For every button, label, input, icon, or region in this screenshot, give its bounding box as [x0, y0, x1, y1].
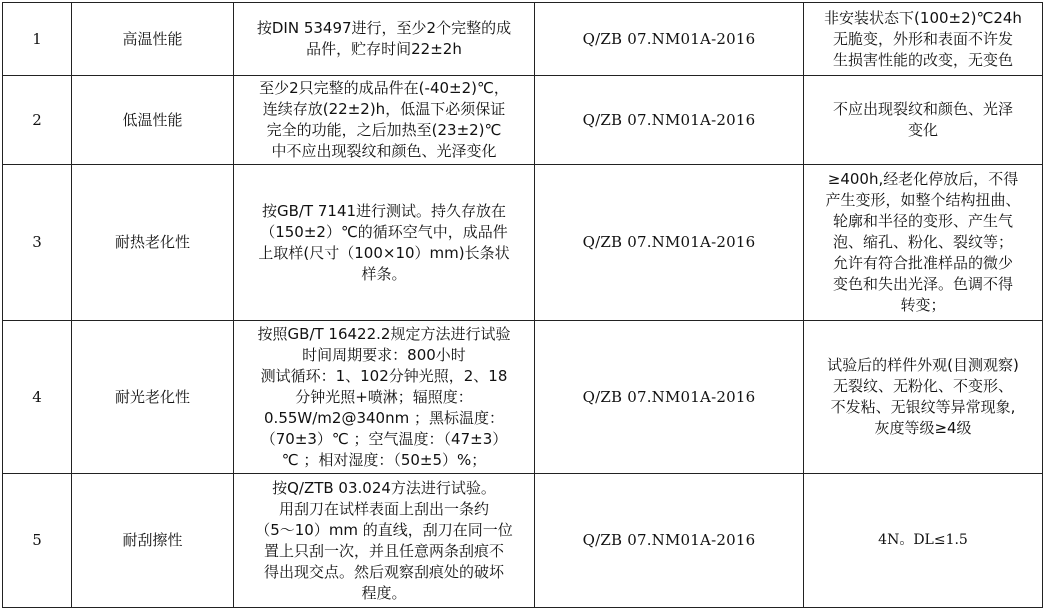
requirement-line: 无脆变，外形和表面不许发 [832, 29, 1013, 48]
method-line: 至少2只完整的成品件在(-40±2)℃， [259, 79, 509, 97]
row-number: 5 [3, 474, 72, 608]
row-number: 2 [3, 76, 72, 165]
requirement-line: 不发粘、无银纹等异常现象, [830, 398, 1016, 416]
standard-number: Q/ZB 07.NM01A-2016 [535, 321, 804, 474]
requirement-line: 变化 [907, 121, 938, 139]
standard-number: Q/ZB 07.NM01A-2016 [535, 474, 804, 608]
row-number: 4 [3, 321, 72, 474]
method-line: 样条。 [361, 264, 407, 283]
test-method [234, 474, 535, 608]
requirement-line: 灰度等级≥4级 [874, 419, 972, 437]
test-item: 耐热老化性 [72, 165, 234, 321]
standard-number: Q/ZB 07.NM01A-2016 [535, 165, 804, 321]
method-line: 按DIN 53497进行，至少2个完整的成 [256, 19, 512, 37]
method-line: （150±2）℃的循环空气中，成品件 [260, 222, 508, 241]
table-row [3, 474, 1043, 608]
method-line: 中不应出现裂纹和颜色、光泽变化 [271, 142, 497, 160]
test-item: 低温性能 [72, 76, 234, 165]
method-line: 程度。 [361, 583, 407, 602]
method-line: 分钟光照+喷淋；辐照度： [295, 387, 473, 406]
row-number: 1 [3, 3, 72, 76]
table-row [3, 76, 1043, 165]
test-item: 耐光老化性 [72, 321, 234, 474]
requirement-line: 试验后的样件外观(目测观察) [827, 356, 1019, 374]
standard-number: Q/ZB 07.NM01A-2016 [535, 76, 804, 165]
method-line: 按Q/ZTB 03.024方法进行试验。 [272, 478, 496, 497]
method-line: 品件，贮存时间22±2h [306, 40, 462, 58]
test-method [234, 321, 535, 474]
requirement [804, 474, 1043, 608]
method-line: （70±3）℃ ；空气温度：（47±3） [260, 429, 508, 448]
requirement [804, 76, 1043, 165]
requirement-line: 产生变形，如整个结构扭曲、 [825, 191, 1021, 209]
method-line: 上取样(尺寸（100×10）mm)长条状 [258, 243, 510, 262]
test-method [234, 76, 535, 165]
method-line: 时间周期要求：800小时 [302, 345, 466, 364]
test-method [234, 165, 535, 321]
test-item: 耐刮擦性 [72, 474, 234, 608]
method-line: （5～10）mm 的直线，刮刀在同一位 [255, 520, 513, 539]
requirement-line: 非安装状态下(100±2)℃24h [824, 8, 1022, 27]
requirement-line: 4N。DL≤1.5 [878, 532, 968, 548]
method-line: 按照GB/T 16422.2规定方法进行试验 [257, 324, 511, 343]
method-line: 得出现交点。然后观察刮痕处的破坏 [263, 562, 504, 581]
table-row [3, 165, 1043, 321]
requirement-line: 轮廓和半径的变形、产生气 [832, 212, 1013, 230]
method-line: 用刮刀在试样表面上刮出一条约 [278, 499, 489, 518]
method-line: 连续存放(22±2)h，低温下必须保证 [262, 100, 506, 118]
method-line: 按GB/T 7141进行测试。持久存放在 [261, 201, 507, 220]
table-row [3, 321, 1043, 474]
test-method [234, 3, 535, 76]
test-item: 高温性能 [72, 3, 234, 76]
requirement-line: 生损害性能的改变，无变色 [832, 50, 1013, 69]
requirement-line: 变色和失出光泽。色调不得 [832, 275, 1013, 293]
table-row [3, 3, 1043, 76]
method-line: 测试循环：1、102分钟光照，2、18 [260, 366, 508, 385]
standard-number: Q/ZB 07.NM01A-2016 [535, 3, 804, 76]
requirement-line: 无裂纹、无粉化、不变形、 [832, 377, 1013, 395]
requirement-line: 不应出现裂纹和颜色、光泽 [832, 100, 1013, 118]
method-line: 完全的功能，之后加热至(23±2)℃ [266, 121, 502, 139]
method-line: ℃ ；相对湿度：（50±5）%； [281, 450, 487, 469]
requirement [804, 321, 1043, 474]
method-line: 置上只刮一次，并且任意两条刮痕不 [263, 541, 504, 560]
spec-table [2, 2, 1043, 608]
requirement [804, 3, 1043, 76]
requirement-line: ≥400h,经老化停放后，不得 [827, 170, 1019, 188]
method-line: 0.55W/m2@340nm ；黑标温度： [264, 408, 504, 427]
requirement-line: 泡、缩孔、粉化、裂纹等； [832, 233, 1013, 251]
requirement-line: 转变； [900, 296, 946, 314]
row-number: 3 [3, 165, 72, 321]
requirement [804, 165, 1043, 321]
requirement-line: 允许有符合批准样品的微少 [832, 254, 1013, 272]
